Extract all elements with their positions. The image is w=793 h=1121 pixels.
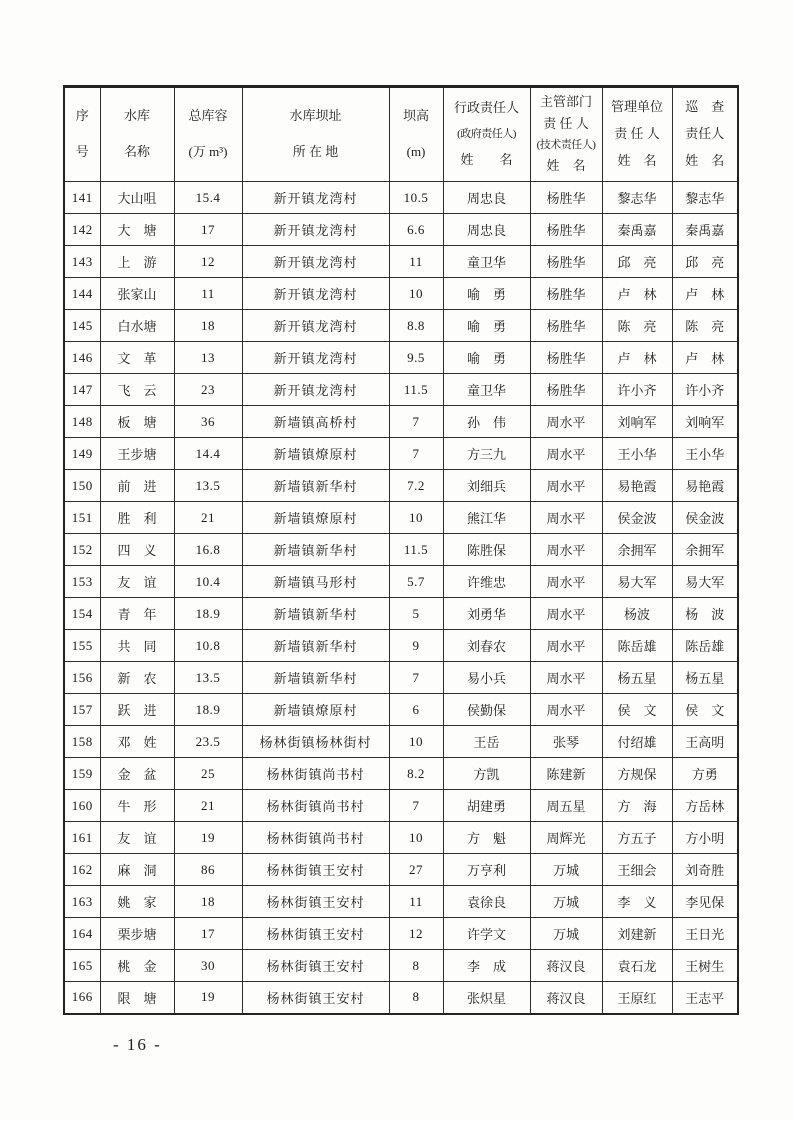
cell-dam-height: 10.5	[389, 182, 443, 214]
cell-capacity: 30	[174, 950, 242, 982]
header-line: 行政责任人	[453, 99, 519, 115]
cell-location: 新开镇龙湾村	[242, 310, 389, 342]
cell-serial: 165	[64, 950, 100, 982]
cell-patrol-person: 王志平	[672, 982, 738, 1014]
table-row	[64, 374, 738, 406]
header-line: (万 m³)	[188, 144, 228, 159]
header-line: 姓 名	[617, 153, 657, 169]
cell-capacity: 10.4	[174, 566, 242, 598]
cell-dam-height: 8.2	[389, 758, 443, 790]
header-admin-person	[443, 87, 530, 182]
cell-location: 新墙镇燎原村	[242, 438, 389, 470]
cell-admin-person: 孙 伟	[443, 406, 530, 438]
cell-reservoir-name: 白水塘	[100, 310, 174, 342]
cell-patrol-person: 刘奇胜	[672, 854, 738, 886]
cell-dam-height: 11	[389, 246, 443, 278]
table-row	[64, 214, 738, 246]
cell-location: 新开镇龙湾村	[242, 182, 389, 214]
header-line: 巡 查	[685, 99, 725, 115]
cell-serial: 142	[64, 214, 100, 246]
cell-capacity: 11	[174, 278, 242, 310]
cell-mgmt-person: 陈岳雄	[602, 630, 672, 662]
cell-mgmt-person: 刘建新	[602, 918, 672, 950]
cell-location: 新墙镇马形村	[242, 566, 389, 598]
cell-dam-height: 6.6	[389, 214, 443, 246]
header-dam-height	[389, 87, 443, 182]
cell-admin-person: 周忠良	[443, 182, 530, 214]
cell-patrol-person: 余拥军	[672, 534, 738, 566]
cell-dept-person: 杨胜华	[530, 374, 602, 406]
table-row	[64, 278, 738, 310]
table-row	[64, 854, 738, 886]
cell-serial: 153	[64, 566, 100, 598]
cell-patrol-person: 王树生	[672, 950, 738, 982]
cell-dam-height: 9	[389, 630, 443, 662]
cell-location: 杨林街镇王安村	[242, 982, 389, 1014]
cell-patrol-person: 王日光	[672, 918, 738, 950]
table-row	[64, 918, 738, 950]
cell-capacity: 13.5	[174, 470, 242, 502]
cell-admin-person: 张炽星	[443, 982, 530, 1014]
table-row	[64, 726, 738, 758]
table-row	[64, 182, 738, 214]
cell-capacity: 23.5	[174, 726, 242, 758]
cell-patrol-person: 杨五星	[672, 662, 738, 694]
cell-dam-height: 10	[389, 822, 443, 854]
cell-dept-person: 万城	[530, 918, 602, 950]
table-row	[64, 982, 738, 1014]
cell-capacity: 23	[174, 374, 242, 406]
cell-dept-person: 杨胜华	[530, 214, 602, 246]
table-row	[64, 342, 738, 374]
cell-dept-person: 周水平	[530, 502, 602, 534]
cell-admin-person: 侯勤保	[443, 694, 530, 726]
cell-location: 杨林街镇王安村	[242, 950, 389, 982]
cell-serial: 156	[64, 662, 100, 694]
cell-capacity: 13	[174, 342, 242, 374]
cell-admin-person: 刘春农	[443, 630, 530, 662]
cell-patrol-person: 易艳霞	[672, 470, 738, 502]
cell-mgmt-person: 卢 林	[602, 342, 672, 374]
header-line: 水库坝址	[289, 108, 342, 124]
cell-capacity: 18	[174, 310, 242, 342]
header-line: 序	[75, 108, 89, 124]
header-location	[242, 87, 389, 182]
cell-dept-person: 周水平	[530, 694, 602, 726]
cell-reservoir-name: 牛 形	[100, 790, 174, 822]
cell-dam-height: 7	[389, 790, 443, 822]
cell-serial: 154	[64, 598, 100, 630]
cell-mgmt-person: 许小齐	[602, 374, 672, 406]
cell-dam-height: 12	[389, 918, 443, 950]
cell-mgmt-person: 余拥军	[602, 534, 672, 566]
header-line: 责 任 人	[543, 116, 589, 132]
cell-reservoir-name: 栗步塘	[100, 918, 174, 950]
cell-admin-person: 袁徐良	[443, 886, 530, 918]
cell-dept-person: 杨胜华	[530, 310, 602, 342]
cell-dam-height: 10	[389, 278, 443, 310]
header-reservoir-name	[100, 87, 174, 182]
cell-dept-person: 张琴	[530, 726, 602, 758]
cell-reservoir-name: 张家山	[100, 278, 174, 310]
cell-capacity: 19	[174, 822, 242, 854]
cell-admin-person: 童卫华	[443, 374, 530, 406]
cell-capacity: 12	[174, 246, 242, 278]
cell-mgmt-person: 付绍雄	[602, 726, 672, 758]
cell-patrol-person: 刘响军	[672, 406, 738, 438]
cell-dam-height: 7	[389, 438, 443, 470]
cell-dept-person: 周辉光	[530, 822, 602, 854]
cell-patrol-person: 邱 亮	[672, 246, 738, 278]
cell-patrol-person: 侯 文	[672, 694, 738, 726]
cell-dept-person: 万城	[530, 886, 602, 918]
header-row	[64, 87, 738, 182]
cell-dam-height: 9.5	[389, 342, 443, 374]
cell-location: 杨林街镇尚书村	[242, 758, 389, 790]
cell-patrol-person: 卢 林	[672, 278, 738, 310]
table-row	[64, 630, 738, 662]
cell-patrol-person: 秦禹嘉	[672, 214, 738, 246]
cell-location: 杨林街镇尚书村	[242, 822, 389, 854]
cell-admin-person: 陈胜保	[443, 534, 530, 566]
cell-serial: 147	[64, 374, 100, 406]
table-row	[64, 470, 738, 502]
cell-admin-person: 胡建勇	[443, 790, 530, 822]
cell-capacity: 21	[174, 790, 242, 822]
cell-admin-person: 刘勇华	[443, 598, 530, 630]
cell-admin-person: 李 成	[443, 950, 530, 982]
cell-reservoir-name: 四 义	[100, 534, 174, 566]
cell-dept-person: 蒋汉良	[530, 982, 602, 1014]
header-mgmt-person	[602, 87, 672, 182]
cell-serial: 146	[64, 342, 100, 374]
cell-reservoir-name: 友 谊	[100, 822, 174, 854]
header-line: (技术责任人)	[536, 139, 596, 152]
cell-reservoir-name: 姚 家	[100, 886, 174, 918]
cell-patrol-person: 易大军	[672, 566, 738, 598]
cell-location: 新开镇龙湾村	[242, 278, 389, 310]
table-row	[64, 950, 738, 982]
cell-serial: 152	[64, 534, 100, 566]
table-row	[64, 438, 738, 470]
cell-patrol-person: 黎志华	[672, 182, 738, 214]
table-row	[64, 694, 738, 726]
table-row	[64, 598, 738, 630]
cell-dam-height: 11.5	[389, 374, 443, 406]
cell-location: 新墙镇燎原村	[242, 502, 389, 534]
table-row	[64, 566, 738, 598]
cell-serial: 158	[64, 726, 100, 758]
table-header	[64, 87, 738, 182]
cell-location: 杨林街镇杨林街村	[242, 726, 389, 758]
cell-reservoir-name: 上 游	[100, 246, 174, 278]
page-number: - 16 -	[113, 1035, 162, 1054]
cell-dept-person: 杨胜华	[530, 246, 602, 278]
cell-admin-person: 方三九	[443, 438, 530, 470]
cell-location: 杨林街镇王安村	[242, 886, 389, 918]
cell-patrol-person: 卢 林	[672, 342, 738, 374]
cell-location: 新开镇龙湾村	[242, 374, 389, 406]
table-row	[64, 662, 738, 694]
header-serial	[64, 87, 100, 182]
cell-dam-height: 6	[389, 694, 443, 726]
table-row	[64, 790, 738, 822]
cell-location: 新开镇龙湾村	[242, 214, 389, 246]
cell-reservoir-name: 王步塘	[100, 438, 174, 470]
cell-serial: 162	[64, 854, 100, 886]
cell-admin-person: 刘细兵	[443, 470, 530, 502]
cell-patrol-person: 许小齐	[672, 374, 738, 406]
cell-mgmt-person: 易艳霞	[602, 470, 672, 502]
cell-admin-person: 喻 勇	[443, 310, 530, 342]
cell-dept-person: 杨胜华	[530, 342, 602, 374]
table-row	[64, 822, 738, 854]
cell-serial: 163	[64, 886, 100, 918]
cell-dept-person: 周水平	[530, 534, 602, 566]
cell-reservoir-name: 跃 进	[100, 694, 174, 726]
cell-location: 新墙镇新华村	[242, 470, 389, 502]
cell-serial: 148	[64, 406, 100, 438]
cell-admin-person: 许学文	[443, 918, 530, 950]
table-row	[64, 310, 738, 342]
cell-admin-person: 万亨利	[443, 854, 530, 886]
cell-dept-person: 陈建新	[530, 758, 602, 790]
header-line: 姓 名	[685, 153, 725, 169]
cell-serial: 155	[64, 630, 100, 662]
cell-patrol-person: 王高明	[672, 726, 738, 758]
cell-location: 杨林街镇王安村	[242, 918, 389, 950]
cell-dam-height: 5	[389, 598, 443, 630]
cell-dam-height: 10	[389, 502, 443, 534]
cell-location: 新墙镇新华村	[242, 534, 389, 566]
cell-serial: 159	[64, 758, 100, 790]
cell-mgmt-person: 邱 亮	[602, 246, 672, 278]
table-row	[64, 502, 738, 534]
cell-reservoir-name: 共 同	[100, 630, 174, 662]
table-row	[64, 406, 738, 438]
cell-capacity: 13.5	[174, 662, 242, 694]
cell-mgmt-person: 刘响军	[602, 406, 672, 438]
header-line: 责 任 人	[614, 126, 660, 142]
cell-location: 新墙镇燎原村	[242, 694, 389, 726]
cell-dept-person: 杨胜华	[530, 182, 602, 214]
cell-serial: 145	[64, 310, 100, 342]
cell-capacity: 10.8	[174, 630, 242, 662]
cell-patrol-person: 侯金波	[672, 502, 738, 534]
cell-location: 新开镇龙湾村	[242, 246, 389, 278]
cell-location: 新开镇龙湾村	[242, 342, 389, 374]
cell-serial: 143	[64, 246, 100, 278]
header-line: 总库容	[188, 108, 228, 124]
cell-patrol-person: 方岳林	[672, 790, 738, 822]
cell-location: 新墙镇新华村	[242, 662, 389, 694]
cell-mgmt-person: 杨波	[602, 598, 672, 630]
cell-admin-person: 易小兵	[443, 662, 530, 694]
cell-dept-person: 杨胜华	[530, 278, 602, 310]
cell-dam-height: 11.5	[389, 534, 443, 566]
header-patrol-person	[672, 87, 738, 182]
cell-mgmt-person: 王小华	[602, 438, 672, 470]
table-row	[64, 886, 738, 918]
cell-reservoir-name: 大山咀	[100, 182, 174, 214]
cell-capacity: 18.9	[174, 694, 242, 726]
cell-capacity: 25	[174, 758, 242, 790]
cell-dam-height: 10	[389, 726, 443, 758]
cell-mgmt-person: 方规保	[602, 758, 672, 790]
cell-admin-person: 童卫华	[443, 246, 530, 278]
header-line: (政府责任人)	[457, 128, 516, 141]
cell-mgmt-person: 方五子	[602, 822, 672, 854]
cell-reservoir-name: 桃 金	[100, 950, 174, 982]
header-line: 坝高	[402, 108, 429, 124]
cell-dam-height: 8	[389, 950, 443, 982]
cell-serial: 164	[64, 918, 100, 950]
table-row	[64, 534, 738, 566]
cell-admin-person: 周忠良	[443, 214, 530, 246]
cell-capacity: 16.8	[174, 534, 242, 566]
cell-reservoir-name: 麻 洞	[100, 854, 174, 886]
cell-admin-person: 方 魁	[443, 822, 530, 854]
header-line: 责任人	[685, 126, 725, 142]
cell-dept-person: 周水平	[530, 470, 602, 502]
cell-dept-person: 蒋汉良	[530, 950, 602, 982]
header-line: 所 在 地	[292, 144, 339, 159]
cell-admin-person: 方凯	[443, 758, 530, 790]
cell-patrol-person: 陈 亮	[672, 310, 738, 342]
cell-dept-person: 周水平	[530, 630, 602, 662]
cell-admin-person: 喻 勇	[443, 342, 530, 374]
cell-serial: 150	[64, 470, 100, 502]
cell-dam-height: 8	[389, 982, 443, 1014]
cell-patrol-person: 李见保	[672, 886, 738, 918]
header-line: 姓 名	[546, 157, 586, 173]
cell-mgmt-person: 杨五星	[602, 662, 672, 694]
cell-admin-person: 王岳	[443, 726, 530, 758]
cell-serial: 166	[64, 982, 100, 1014]
cell-reservoir-name: 邓 姓	[100, 726, 174, 758]
cell-dam-height: 7.2	[389, 470, 443, 502]
cell-reservoir-name: 飞 云	[100, 374, 174, 406]
cell-dept-person: 周五星	[530, 790, 602, 822]
cell-reservoir-name: 金 盆	[100, 758, 174, 790]
header-capacity	[174, 87, 242, 182]
reservoir-table-body	[64, 182, 738, 1014]
cell-mgmt-person: 王细会	[602, 854, 672, 886]
cell-mgmt-person: 侯 文	[602, 694, 672, 726]
table-row	[64, 758, 738, 790]
cell-mgmt-person: 黎志华	[602, 182, 672, 214]
cell-dam-height: 11	[389, 886, 443, 918]
cell-dept-person: 周水平	[530, 598, 602, 630]
cell-mgmt-person: 袁石龙	[602, 950, 672, 982]
cell-mgmt-person: 侯金波	[602, 502, 672, 534]
cell-capacity: 17	[174, 214, 242, 246]
cell-patrol-person: 陈岳雄	[672, 630, 738, 662]
cell-dept-person: 周水平	[530, 662, 602, 694]
cell-patrol-person: 王小华	[672, 438, 738, 470]
cell-dept-person: 周水平	[530, 406, 602, 438]
cell-patrol-person: 方小明	[672, 822, 738, 854]
cell-dept-person: 万城	[530, 854, 602, 886]
header-line: 管理单位	[610, 99, 663, 115]
cell-dam-height: 8.8	[389, 310, 443, 342]
cell-admin-person: 许维忠	[443, 566, 530, 598]
table-row	[64, 246, 738, 278]
header-line: (m)	[406, 144, 426, 159]
cell-serial: 149	[64, 438, 100, 470]
cell-capacity: 14.4	[174, 438, 242, 470]
cell-location: 杨林街镇王安村	[242, 854, 389, 886]
cell-reservoir-name: 前 进	[100, 470, 174, 502]
cell-capacity: 17	[174, 918, 242, 950]
cell-capacity: 15.4	[174, 182, 242, 214]
reservoir-table	[63, 85, 739, 1015]
cell-reservoir-name: 文 革	[100, 342, 174, 374]
cell-mgmt-person: 方 海	[602, 790, 672, 822]
cell-patrol-person: 方勇	[672, 758, 738, 790]
header-line: 水库	[123, 108, 150, 124]
cell-mgmt-person: 秦禹嘉	[602, 214, 672, 246]
header-line: 名称	[123, 144, 150, 159]
cell-serial: 144	[64, 278, 100, 310]
header-line: 号	[75, 144, 89, 159]
header-line: 姓 名	[460, 152, 513, 168]
cell-location: 新墙镇新华村	[242, 598, 389, 630]
cell-dam-height: 5.7	[389, 566, 443, 598]
cell-reservoir-name: 大 塘	[100, 214, 174, 246]
cell-serial: 160	[64, 790, 100, 822]
cell-reservoir-name: 胜 利	[100, 502, 174, 534]
cell-reservoir-name: 新 农	[100, 662, 174, 694]
cell-serial: 157	[64, 694, 100, 726]
cell-capacity: 18.9	[174, 598, 242, 630]
cell-capacity: 19	[174, 982, 242, 1014]
cell-mgmt-person: 易大军	[602, 566, 672, 598]
cell-mgmt-person: 王原红	[602, 982, 672, 1014]
cell-mgmt-person: 李 义	[602, 886, 672, 918]
header-dept-person	[530, 87, 602, 182]
cell-dept-person: 周水平	[530, 566, 602, 598]
header-line: 主管部门	[539, 94, 592, 110]
cell-admin-person: 熊江华	[443, 502, 530, 534]
cell-capacity: 21	[174, 502, 242, 534]
cell-mgmt-person: 卢 林	[602, 278, 672, 310]
cell-admin-person: 喻 勇	[443, 278, 530, 310]
cell-mgmt-person: 陈 亮	[602, 310, 672, 342]
cell-reservoir-name: 限 塘	[100, 982, 174, 1014]
cell-serial: 151	[64, 502, 100, 534]
cell-location: 杨林街镇尚书村	[242, 790, 389, 822]
cell-reservoir-name: 青 年	[100, 598, 174, 630]
cell-reservoir-name: 友 谊	[100, 566, 174, 598]
cell-capacity: 36	[174, 406, 242, 438]
cell-capacity: 18	[174, 886, 242, 918]
cell-capacity: 86	[174, 854, 242, 886]
cell-patrol-person: 杨 波	[672, 598, 738, 630]
cell-dam-height: 27	[389, 854, 443, 886]
cell-serial: 161	[64, 822, 100, 854]
cell-dept-person: 周水平	[530, 438, 602, 470]
cell-location: 新墙镇新华村	[242, 630, 389, 662]
cell-serial: 141	[64, 182, 100, 214]
cell-dam-height: 7	[389, 406, 443, 438]
cell-location: 新墙镇高桥村	[242, 406, 389, 438]
cell-dam-height: 7	[389, 662, 443, 694]
cell-reservoir-name: 板 塘	[100, 406, 174, 438]
